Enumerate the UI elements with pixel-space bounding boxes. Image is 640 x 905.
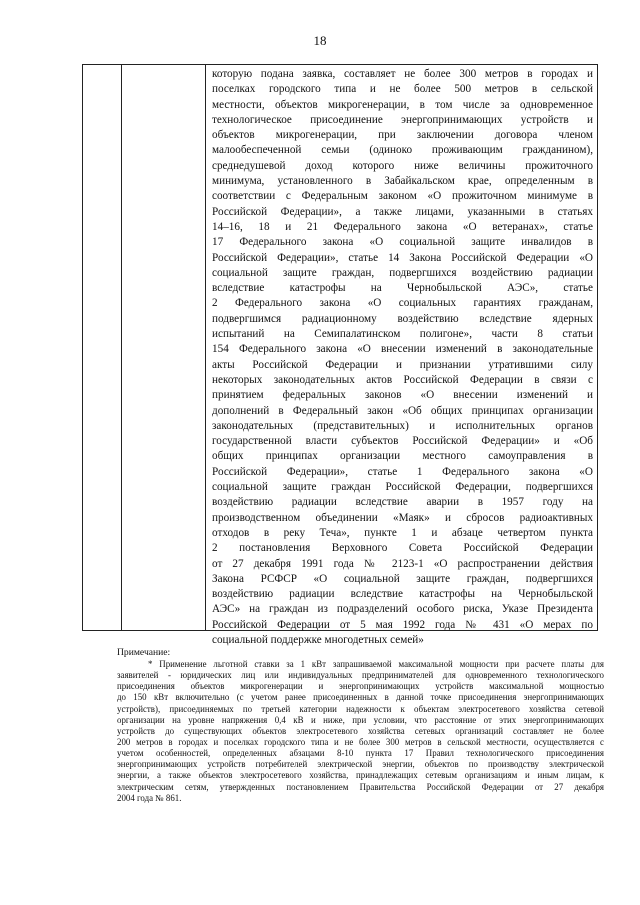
table-column-description	[206, 65, 597, 646]
note-line: электрическим сетям, утвержденных постановлением Правительства Российской Федерации от 27 декабря	[117, 781, 604, 792]
table-cell-line: дополнений в Федеральный закон «Об общих принципах организации	[212, 404, 593, 417]
table-cell-line: социальной защите граждан, подвергшихся воздействию радиации	[212, 266, 593, 279]
footnote-block	[117, 646, 604, 804]
table-cell-line: АЭС» на граждан из подразделений особого риска, Указе Президента	[212, 603, 593, 616]
note-line: * Применение льготной ставки за 1 кВт запрашиваемой максимальной мощности при расчете платы для	[148, 659, 604, 669]
table-cell-line: Российской Федерации», статье 14 Закона Российской Федерации «О	[212, 251, 593, 264]
table-cell-line: технологическое присоединение энергопринимающих устройств и	[212, 113, 593, 126]
table-cell-line: 2 постановления Верховного Совета Российской Федерации	[212, 542, 593, 555]
table-cell-line: 14–16, 18 и 21 Федерального закона «О ветеранах», статье	[212, 220, 593, 233]
note-line: заявителей - юридических лиц или индивидуальных предпринимателей для одновременного технологического	[117, 670, 604, 681]
table-cell-line: государственной власти субъектов Российской Федерации» и «Об	[212, 435, 593, 448]
table-cell-line: общих принципах организации местного самоуправления в	[212, 450, 593, 463]
note-line: присоединения объектов микрогенерации и энергопринимающих устройств максимальной мощностью	[117, 681, 604, 692]
page-number: 18	[313, 33, 327, 48]
note-line: энергопринимающих устройств потребителей электрической энергии, объектов по производству электрической	[117, 759, 604, 770]
table-cell-line: испытаний на Семипалатинском полигоне», части 8 статьи	[212, 328, 593, 341]
table-cell-line: минимума, установленного в Забайкальском крае, определенным в	[212, 175, 593, 188]
table-cell-line: социальной защите граждан Российской Федерации, подвергшихся	[212, 481, 593, 494]
table-cell-line: социальной поддержке многодетных семей»	[212, 633, 424, 646]
table-cell-line: воздействию радиации вследствие аварии в 1957 году на	[212, 496, 593, 509]
note-line: организации на уровне напряжения 0,4 кВ и ниже, при условии, что расстояние от этих энергопринимающих	[117, 714, 604, 725]
table-cell-line: Закона РСФСР «О социальной защите граждан, подвергшихся	[212, 572, 593, 585]
table-column-number	[83, 65, 122, 630]
table-cell-line: объектов микрогенерации, при заключении договора членом	[212, 129, 593, 142]
note-line: 2004 года № 861.	[117, 792, 182, 803]
table-cell-line: 17 Федерального закона «О социальной защите инвалидов в	[212, 236, 593, 249]
table-cell-line: Российской Федерации от 5 мая 1992 года № 431 «О мерах по	[212, 618, 593, 631]
note-line: устройств), присоединяемых по третьей категории надежности к объектам электросетевого хозяйства сетевой	[117, 703, 604, 714]
table-cell-line: местности, объектов микрогенерации, в том числе за одновременное	[212, 98, 593, 111]
table-cell-line: поселках городского типа и не более 500 метров в сельской	[212, 83, 593, 96]
table-cell-line: вследствие катастрофы на Чернобыльской АЭС», статье	[212, 282, 593, 295]
document-table	[82, 64, 598, 646]
table-cell-line: подвергшимся радиационному воздействию вследствие ядерных	[212, 312, 593, 325]
table-cell-line: 154 Федерального закона «О внесении изменений в законодательные	[212, 343, 593, 356]
note-line: энергии, а также объектов электросетевого хозяйства, принадлежащих сетевым организациям и иным лицам, к	[117, 770, 604, 781]
table-cell-line: от 27 декабря 1991 года № 2123-1 «О распространении действия	[212, 557, 593, 570]
table-cell-line: акты Российской Федерации и признании утратившими силу	[212, 358, 593, 371]
table-cell-line: Российской Федерации», статье 1 Федерального закона «О	[212, 465, 593, 478]
table-cell-line: которую подана заявка, составляет не более 300 метров в городах и	[212, 68, 593, 80]
table-cell-line: законодательных (представительных) и исполнительных органов	[212, 419, 593, 432]
note-title: Примечание:	[117, 647, 171, 658]
note-line: устройств до существующих объектов электросетевого хозяйства сетевых организаций составляет не более	[117, 725, 604, 736]
table-cell-line: производственном объединении «Маяк» и сбросов радиоактивных	[212, 511, 593, 524]
table-cell-line: 2 Федерального закона «О социальных гарантиях гражданам,	[212, 297, 593, 310]
table-cell-line: отходов в реку Теча», пункте 1 и абзаце четвертом пункта	[212, 526, 593, 539]
note-line: учетом особенностей, определенных абзацами 8-10 пункта 17 Правил технологического присоединения	[117, 748, 604, 759]
table-cell-line: некоторых законодательных актов Российской Федерации в связи с	[212, 373, 593, 386]
note-text	[117, 659, 604, 804]
note-line: 200 метров в городах и поселках городского типа и не более 300 метров в сельской местности, осуществляется с	[117, 736, 604, 747]
table-cell-line: принятием федеральных законов «О внесении изменений и	[212, 389, 593, 402]
table-cell-line: среднедушевой доход которого ниже величины прожиточного	[212, 159, 593, 172]
note-line: до 150 кВт включительно (с учетом ранее присоединенных в данной точке присоединения энергопринимающих	[117, 692, 604, 703]
table-cell-line: соответствии с Федеральным законом «О прожиточном минимуме в	[212, 190, 593, 203]
table-cell-line: воздействию радиации вследствие катастрофы на Чернобыльской	[212, 588, 593, 601]
table-cell-line: Российской Федерации», а также лицами, указанными в статьях	[212, 205, 593, 218]
table-column-category	[122, 65, 206, 630]
table-cell-line: малообеспеченной семьи (одиноко проживающим гражданином),	[212, 144, 593, 157]
